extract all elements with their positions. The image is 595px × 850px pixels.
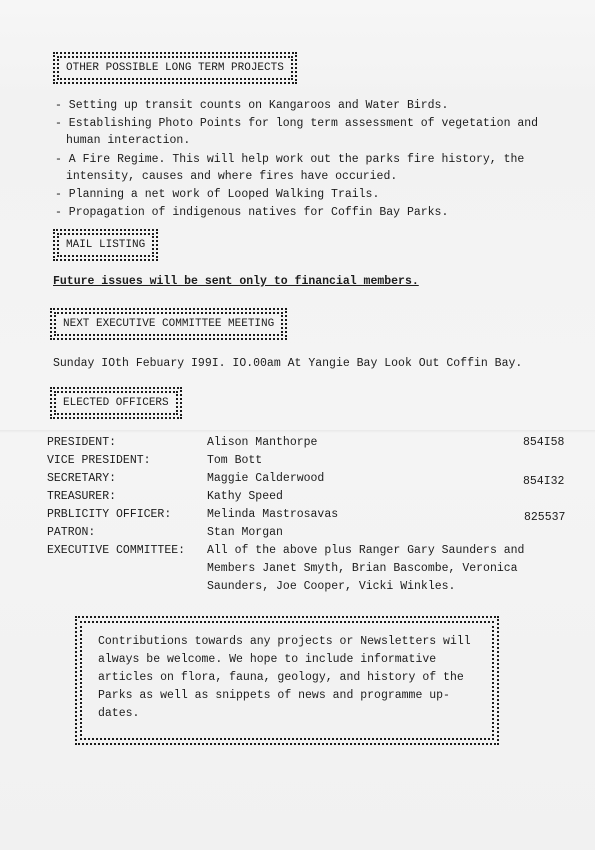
list-item: - Propagation of indigenous natives for Coffin Bay Parks. (55, 206, 449, 219)
mail-listing-text: Future issues will be sent only to financial members. (53, 275, 419, 288)
elected-officers-heading: ELECTED OFFICERS (54, 391, 178, 415)
officer-name: Stan Morgan (207, 526, 283, 539)
officer-role: PATRON: (47, 526, 96, 539)
list-item: - Setting up transit counts on Kangaroos and Water Birds. (55, 99, 449, 112)
list-item: - Planning a net work of Looped Walking Trails. (55, 188, 380, 201)
contributions-line: always be welcome. We hope to include informative (98, 653, 437, 666)
officer-role: VICE PRESIDENT: (47, 454, 151, 467)
officer-phone: 854I32 (523, 475, 565, 488)
contributions-line: Contributions towards any projects or Newsletters will (98, 635, 471, 648)
meeting-text: Sunday IOth Febuary I99I. IO.00am At Yangie Bay Look Out Coffin Bay. (53, 357, 523, 370)
list-item: - A Fire Regime. This will help work out the parks fire history, the (55, 153, 525, 166)
officer-role: SECRETARY: (47, 472, 117, 485)
officer-phone: 854I58 (523, 436, 565, 449)
executive-committee-line: Saunders, Joe Cooper, Vicki Winkles. (207, 580, 456, 593)
contributions-line: dates. (98, 707, 140, 720)
officer-name: Melinda Mastrosavas (207, 508, 339, 521)
officer-name: Maggie Calderwood (207, 472, 325, 485)
long-term-projects-heading: OTHER POSSIBLE LONG TERM PROJECTS (57, 56, 293, 80)
officer-name: Kathy Speed (207, 490, 283, 503)
contributions-line: Parks as well as snippets of news and programme up- (98, 689, 450, 702)
officer-role: TREASURER: (47, 490, 117, 503)
officer-role: PRESIDENT: (47, 436, 117, 449)
executive-committee-line: All of the above plus Ranger Gary Saunders and (207, 544, 525, 557)
officer-phone: 825537 (524, 511, 566, 524)
list-item-continuation: intensity, causes and where fires have occuried. (66, 170, 398, 183)
mail-listing-heading: MAIL LISTING (57, 233, 154, 257)
officer-name: Alison Manthorpe (207, 436, 318, 449)
officer-role: PRBLICITY OFFICER: (47, 508, 172, 521)
officer-name: Tom Bott (207, 454, 263, 467)
contributions-box (80, 621, 494, 740)
meeting-heading: NEXT EXECUTIVE COMMITTEE MEETING (54, 312, 283, 336)
list-item: - Establishing Photo Points for long term assessment of vegetation and (55, 117, 539, 130)
contributions-line: articles on flora, fauna, geology, and history of the (98, 671, 464, 684)
executive-committee-role: EXECUTIVE COMMITTEE: (47, 544, 186, 557)
list-item-continuation: human interaction. (66, 134, 191, 147)
executive-committee-line: Members Janet Smyth, Brian Bascombe, Veronica (207, 562, 518, 575)
paper-fold-shadow (0, 430, 595, 433)
